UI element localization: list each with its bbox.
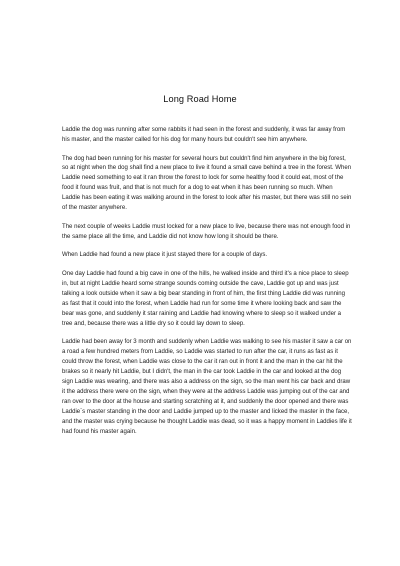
document-body [62, 126, 352, 446]
paragraph: The next couple of weeks Laddie must locked for a new place to live, because there was not enough food in the same place all the time, and Laddie did not know how long it should be there. [62, 223, 351, 240]
document-title: Long Road Home [163, 94, 237, 104]
paragraph: The dog had been running for his master for several hours but couldn't find him anywhere in the big forest, so at night when the dog shall find a new place to live it found a small cave behind a tree in the forest. When Laddie need something to eat it ran throw the forest to lock for some healthy food it could eat, most of the food it found was fruit, and that is not much for a dog to eat when it has been running so much. When Laddie has been eating it was walking around in the forest to look after his master, but there was still no sein of the master anywhere. [62, 155, 352, 212]
paragraph: When Laddie had found a new place it just stayed there for a couple of days. [62, 252, 268, 259]
paragraph: Laddie the dog was running after some rabbits it had seen in the forest and suddenly, it was far away from his master, and the master called for his dog for many hours but couldn't see him anywhere. [62, 127, 346, 143]
paragraph: One day Laddie had found a big cave in one of the hills, he walked inside and third it's a nice place to sleep in, but at night Laddie heard some strange sounds coming outside the cave, Laddie got up and was just talking a look outside when it saw a big bear standing in front of him, the first thing Laddie did was running as fast that it could into the forest, when Laddie had run for some time it where looking back and saw the bear was gone, and suddenly it star raining and Laddie had knowing where to sleep so it walked under a tree and, because there was a little dry so it could lay down to sleep. [62, 270, 349, 327]
paragraph: Laddie had been away for 3 month and suddenly when Laddie was walking to see his master it saw a car on a road a few hundred meters from Laddie, so Laddie was started to run after the car, it runs as fast as it could throw the forest, when Laddie was close to the car it ran out in front it and the man in the car hit the brakes so it nearly hit Laddie, but I didn't, the man in the car took Laddie in the car and looked at the dog sign Laddie was wearing, and there was also a address on the sign, so the man went his car back and draw it the address there were on the sign, when they were at the address Laddie was jumping out of the car and ran over to the door at the house and starting scratching at it, and suddenly the door opened and there was Laddie`s master standing in the door and Laddie jumped up to the master and licked the master in the face, and the master was crying because he thought Laddie was dead, so it was a happy moment in Laddies life it had found his master again. [62, 339, 352, 435]
